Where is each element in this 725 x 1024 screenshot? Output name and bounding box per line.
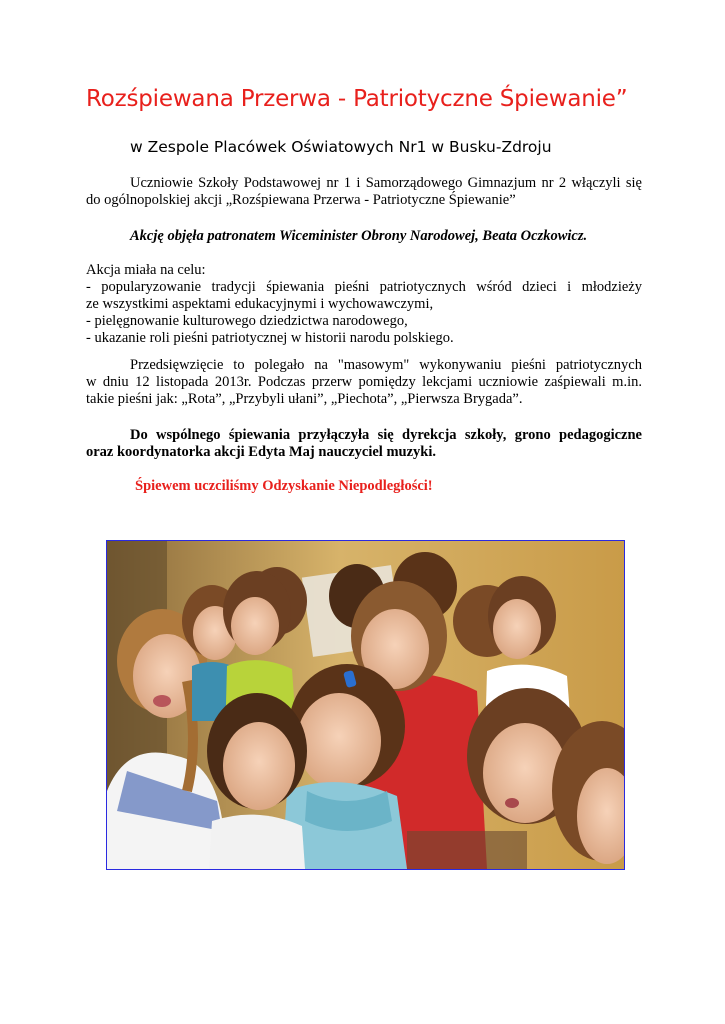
participants-paragraph <box>86 427 642 461</box>
aims-item-1-line-2: ze wszystkimi aspektami edukacyjnymi i wychowawczymi, <box>86 296 434 312</box>
aims-item-1-line-1: - popularyzowanie tradycji śpiewania pieśni patriotycznych wśród dzieci i młodzieży <box>86 279 642 295</box>
document-subtitle: w Zespole Placówek Oświatowych Nr1 w Busku-Zdroju <box>130 138 552 156</box>
aims-list <box>86 262 642 347</box>
document-title: Rozśpiewana Przerwa - Patriotyczne Śpiewanie” <box>86 86 628 112</box>
participants-line-2: oraz koordynatorka akcji Edyta Maj nauczyciel muzyki. <box>86 444 436 460</box>
singing-children-photo <box>106 540 625 870</box>
aims-heading: Akcja miała na celu: <box>86 262 206 278</box>
event-paragraph <box>86 357 642 408</box>
patronage-note: Akcję objęła patronatem Wiceminister Obrony Narodowej, Beata Oczkowicz. <box>130 228 588 244</box>
aims-item-2: - pielęgnowanie kulturowego dziedzictwa narodowego, <box>86 313 408 329</box>
event-line-1: Przedsięwzięcie to polegało na "masowym" wykonywaniu pieśni patriotycznych <box>130 357 642 373</box>
participants-line-1: Do wspólnego śpiewania przyłączyła się dyrekcja szkoły, grono pedagogiczne <box>130 427 642 443</box>
intro-paragraph <box>86 175 642 209</box>
intro-line-2: do ogólnopolskiej akcji „Rozśpiewana Przerwa - Patriotyczne Śpiewanie” <box>86 192 516 208</box>
event-line-3: takie pieśni jak: „Rota”, „Przybyli ułani”, „Piechota”, „Pierwsza Brygada”. <box>86 391 523 407</box>
intro-line-1: Uczniowie Szkoły Podstawowej nr 1 i Samorządowego Gimnazjum nr 2 włączyli się <box>130 175 642 191</box>
closing-statement: Śpiewem uczciliśmy Odzyskanie Niepodległości! <box>135 478 433 494</box>
aims-item-3: - ukazanie roli pieśni patriotycznej w historii narodu polskiego. <box>86 330 454 346</box>
event-line-2: w dniu 12 listopada 2013r. Podczas przerw pomiędzy lekcjami uczniowie zaśpiewali m.in. <box>86 374 642 390</box>
